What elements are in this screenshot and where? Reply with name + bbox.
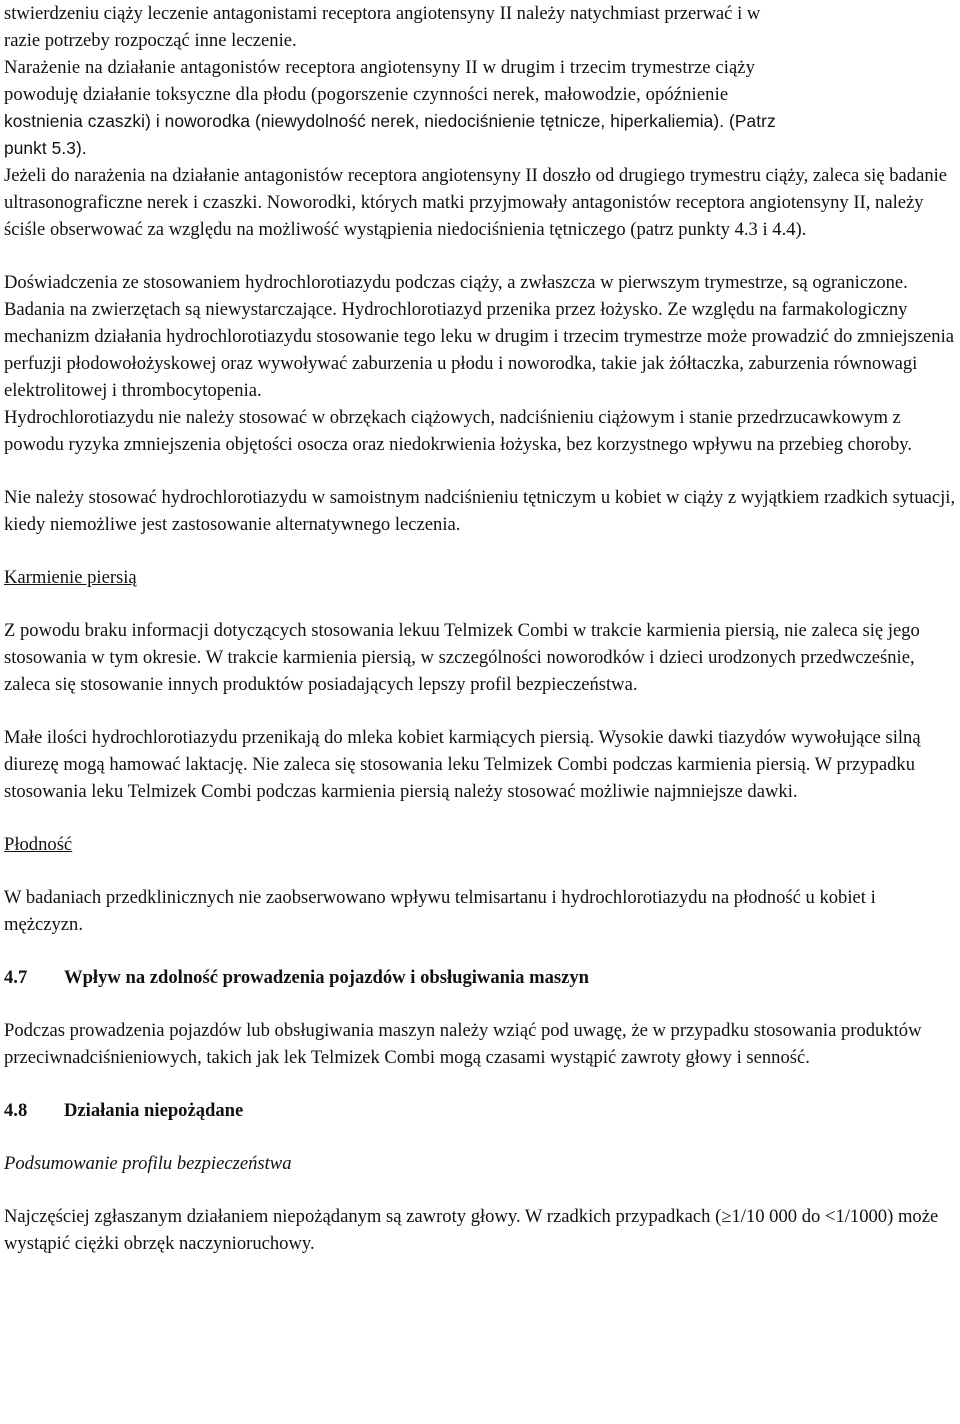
section-number: 4.8 bbox=[4, 1100, 28, 1121]
text-line: kostnienia czaszki) i noworodka (niewydolność nerek, niedociśnienie tętnicze, hiperkaliemia). (Patrz bbox=[4, 111, 776, 131]
text-line: punkt 5.3). bbox=[4, 138, 87, 158]
document-page bbox=[4, 0, 956, 1257]
heading-fertility: Płodność bbox=[4, 834, 73, 855]
paragraph-hydrochlorothiazide-experience: Doświadczenia ze stosowaniem hydrochlorotiazydu podczas ciąży, a zwłaszcza w pierwszym trymestrze, są ograniczone. Badania na zwierzętach są niewystarczające. Hydrochlorotiazyd przenika przez łożysko. Ze względu na farmakologiczny mechanizm działania hydrochlorotiazydu stosowanie tego leku w drugim i trzecim trymestrze może prowadzić do zmniejszenia perfuzji płodowołożyskowej oraz wywoływać zaburzenia u płodu i noworodka, takie jak żółtaczka, zaburzenia równowagi elektrolitowej i thrombocytopenia. bbox=[4, 272, 955, 401]
section-heading-4-7 bbox=[4, 964, 956, 991]
text-line: powoduję działanie toksyczne dla płodu (pogorszenie czynności nerek, małowodzie, opóźnienie bbox=[4, 84, 729, 105]
text-line: razie potrzeby rozpocząć inne leczenie. bbox=[4, 30, 297, 51]
paragraph-exposure bbox=[4, 54, 956, 162]
paragraph-fertility: W badaniach przedklinicznych nie zaobserwowano wpływu telmisartanu i hydrochlorotiazydu na płodność u kobiet i mężczyzn. bbox=[4, 887, 876, 935]
paragraph-adverse-effects: Najczęściej zgłaszanym działaniem niepożądanym są zawroty głowy. W rzadkich przypadkach (≥1/10 000 do <1/1000) może wystąpić ciężki obrzęk naczynioruchowy. bbox=[4, 1206, 939, 1254]
heading-breastfeeding: Karmienie piersią bbox=[4, 567, 137, 588]
paragraph-milk-transfer: Małe ilości hydrochlorotiazydu przenikają do mleka kobiet karmiących piersią. Wysokie dawki tiazydów wywołujące silną diurezę mogą hamować laktację. Nie zaleca się stosowania leku Telmizek Combi podczas karmienia piersią. W przypadku stosowania leku Telmizek Combi podczas karmienia piersią należy stosować możliwie najmniejsze dawki. bbox=[4, 727, 921, 802]
paragraph-hydrochlorothiazide-edema: Hydrochlorotiazydu nie należy stosować w obrzękach ciążowych, nadciśnieniu ciążowym i stanie przedrzucawkowym z powodu ryzyka zmniejszenia objętości osocza oraz niedokrwienia łożyska, bez korzystnego wpływu na przebieg choroby. bbox=[4, 407, 913, 455]
paragraph-breastfeeding-info: Z powodu braku informacji dotyczących stosowania lekuu Telmizek Combi w trakcie karmienia piersią, nie zaleca się jego stosowania w tym okresie. W trakcie karmienia piersią, w szczególności noworodków i dzieci urodzonych przedwcześnie, zaleca się stosowanie innych produktów posiadających lepszy profil bezpieczeństwa. bbox=[4, 620, 920, 695]
section-number: 4.7 bbox=[4, 967, 28, 988]
paragraph-essential-hypertension: Nie należy stosować hydrochlorotiazydu w samoistnym nadciśnieniu tętniczym u kobiet w ciąży z wyjątkiem rzadkich sytuacji, kiedy niemożliwe jest zastosowanie alternatywnego leczenia. bbox=[4, 487, 956, 535]
section-heading-4-8 bbox=[4, 1097, 956, 1124]
text-line: stwierdzeniu ciąży leczenie antagonistami receptora angiotensyny II należy natychmiast przerwać i w bbox=[4, 3, 761, 24]
paragraph-driving: Podczas prowadzenia pojazdów lub obsługiwania maszyn należy wziąć pod uwagę, że w przypadku stosowania produktów przeciwnadciśnieniowych, takich jak lek Telmizek Combi mogą czasami wystąpić zawroty głowy i senność. bbox=[4, 1020, 922, 1068]
subheading-safety-summary: Podsumowanie profilu bezpieczeństwa bbox=[4, 1153, 292, 1174]
section-title: Wpływ na zdolność prowadzenia pojazdów i obsługiwania maszyn bbox=[64, 967, 590, 988]
section-title: Działania niepożądane bbox=[64, 1100, 244, 1121]
paragraph-treatment-stop bbox=[4, 0, 956, 54]
text-line: Narażenie na działanie antagonistów receptora angiotensyny II w drugim i trzecim trymestrze ciąży bbox=[4, 57, 756, 78]
paragraph-ultrasound: Jeżeli do narażenia na działanie antagonistów receptora angiotensyny II doszło od drugiego trymestru ciąży, zaleca się badanie ultrasonograficzne nerek i czaszki. Noworodki, których matki przyjmowały antagonistów receptora angiotensyny II, należy ściśle obserwować za względu na możliwość wystąpienia niedociśnienia tętniczego (patrz punkty 4.3 i 4.4). bbox=[4, 165, 948, 240]
